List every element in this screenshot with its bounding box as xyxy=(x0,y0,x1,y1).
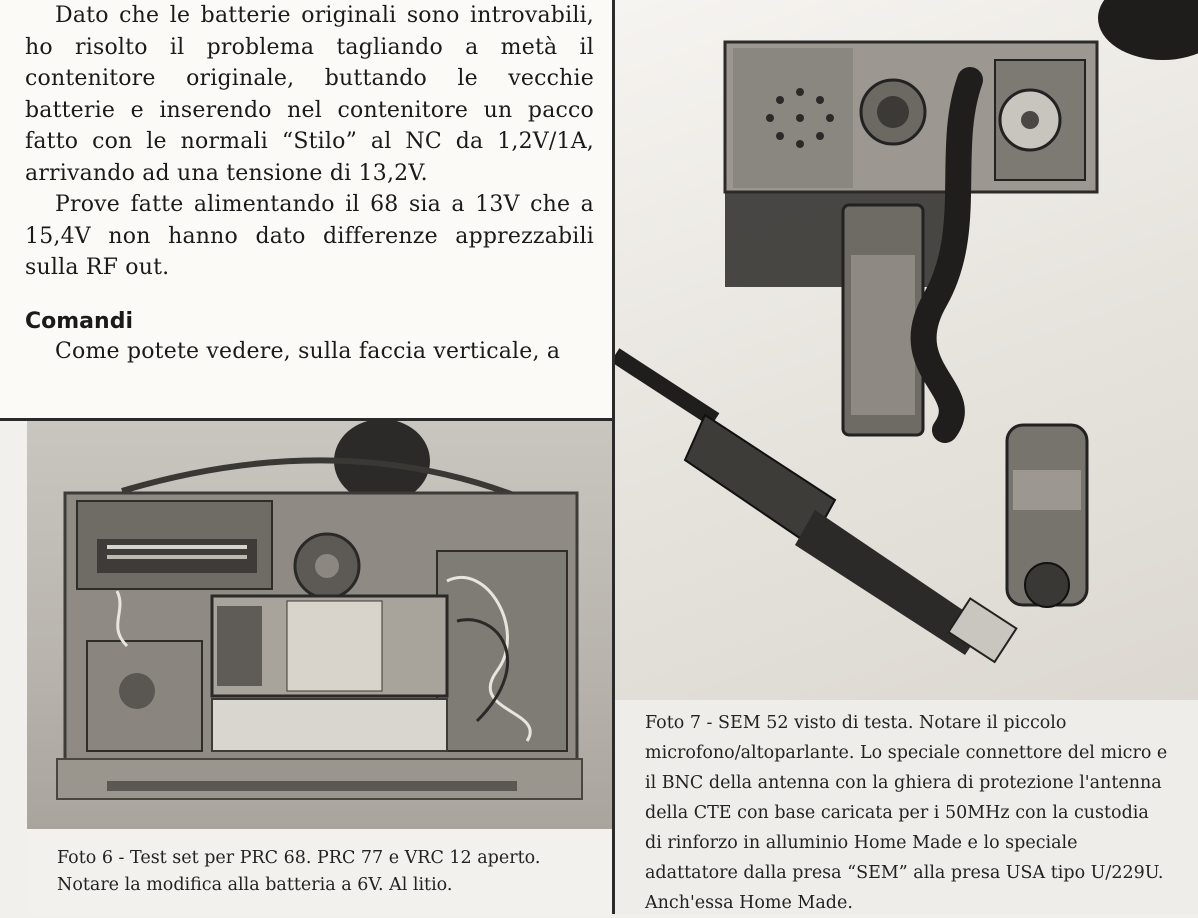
section-heading-comandi: Comandi xyxy=(25,308,133,334)
sem52-illustration xyxy=(615,0,1198,700)
article-paragraph-comandi: Come potete vedere, sulla faccia verticale, a xyxy=(55,338,561,364)
photo6-caption: Foto 6 - Test set per PRC 68. PRC 77 e VRC 12 aperto. Notare la modifica alla batteria a 6V. Al litio. xyxy=(27,829,612,914)
photo-test-set xyxy=(27,421,612,829)
test-set-illustration xyxy=(27,421,612,829)
article-paragraph-batteries: Dato che le batterie originali sono introvabili, ho risolto il problema tagliando a metà il contenitore originale, buttando le vecchie batterie e inserendo nel contenitore un pacco fatto con le normali “Stilo” al NC da 1,2V/1A, arrivando ad una tensione di 13,2V. xyxy=(25,3,594,186)
article-paragraph-tests: Prove fatte alimentando il 68 sia a 13V che a 15,4V non hanno dato differenze apprezzabili sulla RF out. xyxy=(25,192,594,280)
photo7-caption: Foto 7 - SEM 52 visto di testa. Notare il piccolo microfono/altoparlante. Lo speciale connettore del micro e il BNC della antenna con la ghiera di protezione l'antenna della CTE con base caricata per i 50MHz con la custodia di rinforzo in alluminio Home Made e lo speciale adattatore dalla presa “SEM” alla presa USA tipo U/229U. Anch'essa Home Made. xyxy=(615,700,1198,914)
photo-sem52 xyxy=(615,0,1198,700)
article-text-column xyxy=(0,0,612,418)
